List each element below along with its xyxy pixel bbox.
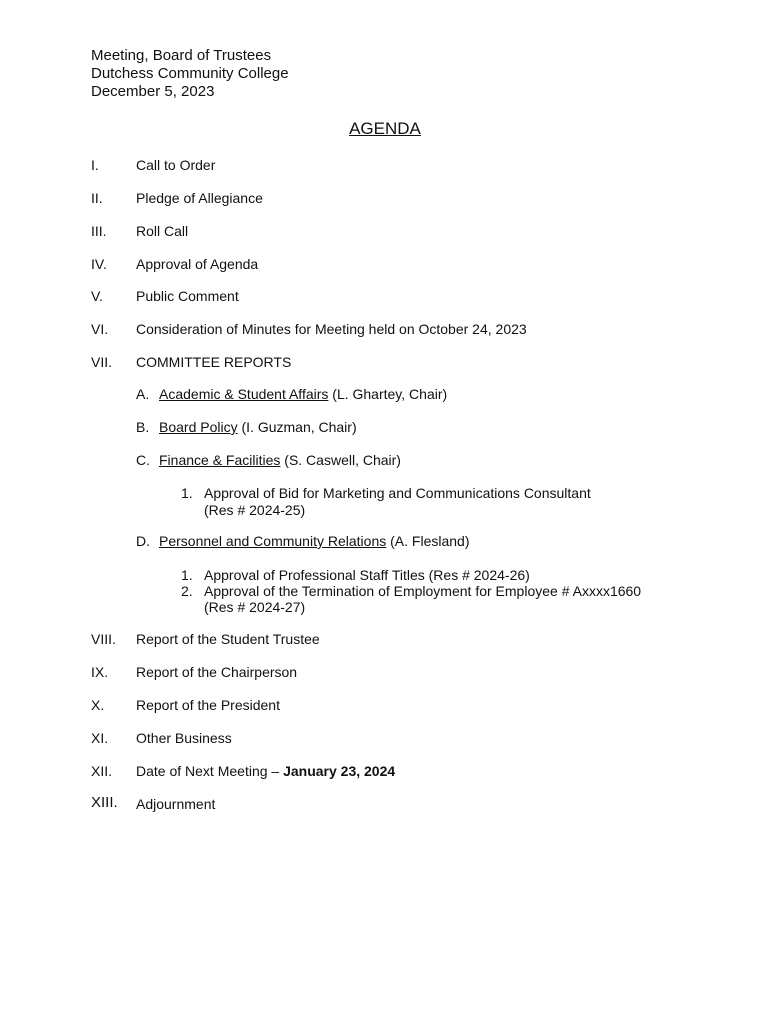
- item-numeral: XII.: [91, 763, 113, 779]
- finance-item-line2: (Res # 2024-25): [204, 502, 306, 518]
- next-meeting-date: January 23, 2024: [283, 763, 396, 779]
- committee-letter: D.: [136, 533, 150, 549]
- committee-name: Academic & Student Affairs: [159, 386, 329, 402]
- item-numeral: VIII.: [91, 631, 116, 647]
- next-meeting-label: Date of Next Meeting –: [136, 763, 284, 779]
- item-numeral: III.: [91, 223, 107, 239]
- committee-name: Finance & Facilities: [159, 452, 281, 468]
- committee-chair: (I. Guzman, Chair): [237, 419, 357, 435]
- committee-personnel: [159, 532, 469, 550]
- committee-letter: A.: [136, 386, 150, 402]
- item-next-meeting: [136, 762, 395, 780]
- list-item-number: 2.: [181, 583, 193, 599]
- agenda-title-row: [0, 119, 770, 139]
- committee-academic: [159, 385, 447, 403]
- item-approval-agenda: Approval of Agenda: [136, 256, 259, 272]
- personnel-item-1: Approval of Professional Staff Titles (Res # 2024-26): [204, 567, 530, 583]
- item-adjournment: Adjournment: [136, 796, 216, 812]
- finance-item-line1: Approval of Bid for Marketing and Communications Consultant: [204, 485, 591, 501]
- item-numeral: X.: [91, 697, 105, 713]
- item-committee-reports: COMMITTEE REPORTS: [136, 354, 292, 370]
- item-pledge: Pledge of Allegiance: [136, 190, 263, 206]
- list-item-number: 1.: [181, 567, 193, 583]
- agenda-title: AGENDA: [349, 119, 421, 138]
- item-numeral: XI.: [91, 730, 109, 746]
- committee-board-policy: [159, 418, 357, 436]
- header-college: Dutchess Community College: [91, 65, 289, 82]
- item-public-comment: Public Comment: [136, 288, 239, 304]
- header-date: December 5, 2023: [91, 83, 215, 100]
- header-meeting: Meeting, Board of Trustees: [91, 47, 272, 64]
- item-chairperson: Report of the Chairperson: [136, 664, 298, 680]
- committee-letter: B.: [136, 419, 150, 435]
- committee-name: Personnel and Community Relations: [159, 533, 387, 549]
- committee-finance: [159, 451, 401, 469]
- committee-chair: (S. Caswell, Chair): [280, 452, 401, 468]
- item-roll-call: Roll Call: [136, 223, 189, 239]
- item-numeral: I.: [91, 157, 99, 173]
- committee-chair: (A. Flesland): [386, 533, 470, 549]
- item-other-business: Other Business: [136, 730, 232, 746]
- list-item-number: 1.: [181, 485, 193, 501]
- item-call-to-order: Call to Order: [136, 157, 216, 173]
- item-numeral: II.: [91, 190, 103, 206]
- item-minutes: Consideration of Minutes for Meeting held on October 24, 2023: [136, 321, 527, 337]
- item-numeral: XIII.: [91, 794, 118, 811]
- item-numeral: VI.: [91, 321, 109, 337]
- committee-chair: (L. Ghartey, Chair): [328, 386, 448, 402]
- item-student-trustee: Report of the Student Trustee: [136, 631, 320, 647]
- item-president: Report of the President: [136, 697, 280, 713]
- committee-letter: C.: [136, 452, 150, 468]
- item-numeral: VII.: [91, 354, 113, 370]
- document-header: [91, 47, 289, 101]
- personnel-item-2-line1: Approval of the Termination of Employment for Employee # Axxxx1660: [204, 583, 642, 599]
- item-numeral: V.: [91, 288, 103, 304]
- committee-name: Board Policy: [159, 419, 238, 435]
- item-numeral: IX.: [91, 664, 109, 680]
- item-numeral: IV.: [91, 256, 107, 272]
- personnel-item-2-line2: (Res # 2024-27): [204, 599, 306, 615]
